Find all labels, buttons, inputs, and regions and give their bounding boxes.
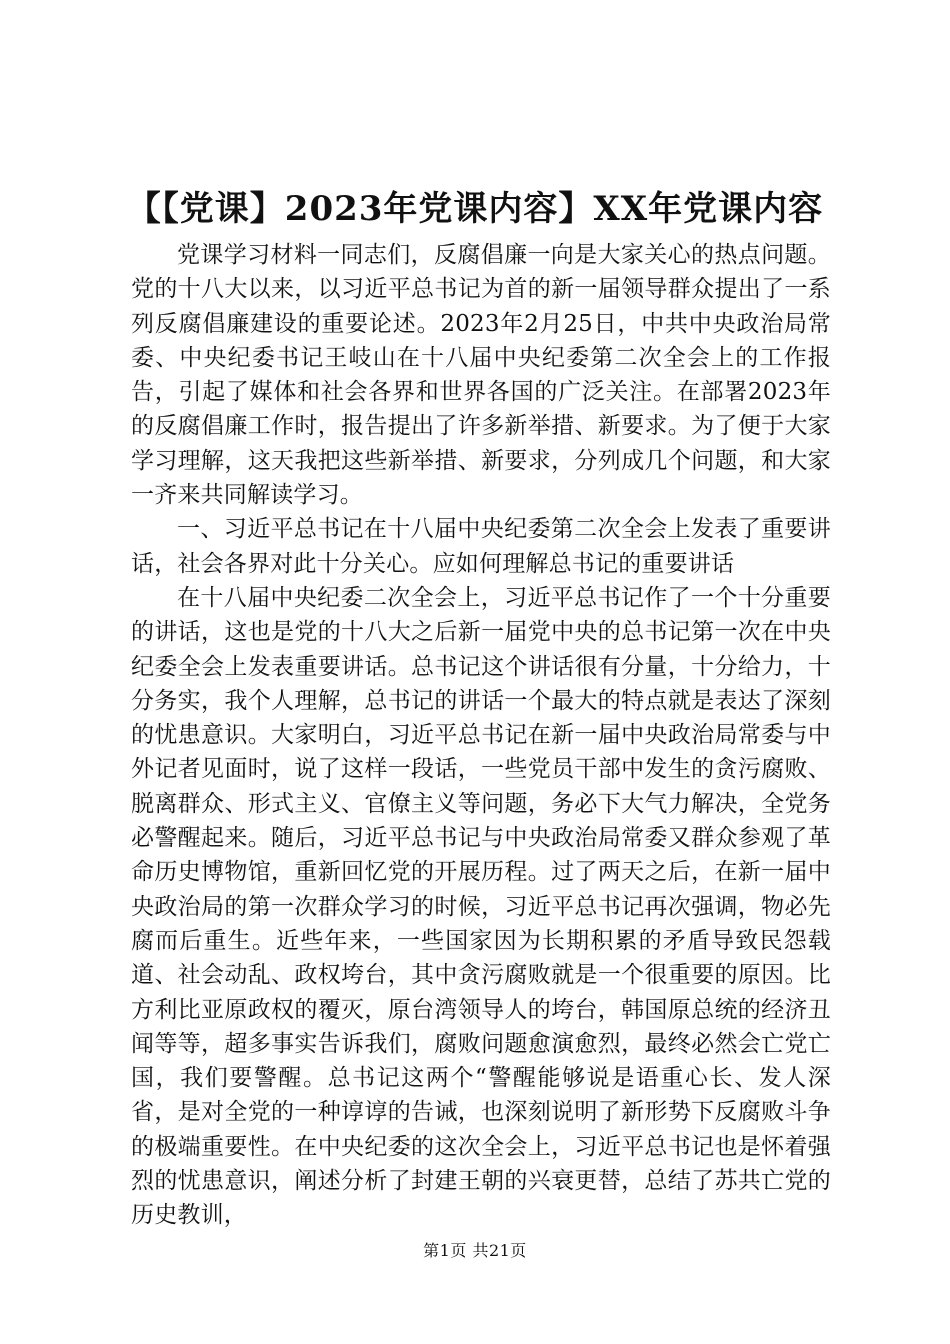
paragraph-question-one: 一、习近平总书记在十八届中央纪委第二次全会上发表了重要讲话，社会各界对此十分关心。应如何理解总书记的重要讲话 xyxy=(131,516,831,577)
page-footer: 第1页 共21页 xyxy=(423,1241,527,1260)
paragraph-intro: 党课学习材料一同志们，反腐倡廉一向是大家关心的热点问题。党的十八大以来，以习近平总书记为首的新一届领导群众提出了一系列反腐倡廉建设的重要论述。2023年2月25日，中共中央政治局常委、中央纪委书记王岐山在十八届中央纪委第二次全会上的工作报告，引起了媒体和社会各界和世界各国的广泛关注。在部署2023年的反腐倡廉工作时，报告提出了许多新举措、新要求。为了便于大家学习理解，这天我把这些新举措、新要求，分列成几个问题，和大家一齐来共同解读学习。 xyxy=(131,242,831,509)
paragraph-answer-one: 在十八届中央纪委二次全会上，习近平总书记作了一个十分重要的讲话，这也是党的十八大之后新一届党中央的总书记第一次在中央纪委全会上发表重要讲话。总书记这个讲话很有分量，十分给力，十分务实，我个人理解，总书记的讲话一个最大的特点就是表达了深刻的忧患意识。大家明白，习近平总书记在新一届中央政治局常委与中外记者见面时，说了这样一段话，一些党员干部中发生的贪污腐败、脱离群众、形式主义、官僚主义等问题，务必下大气力解决，全党务必警醒起来。随后，习近平总书记与中央政治局常委又群众参观了革命历史博物馆，重新回忆党的开展历程。过了两天之后，在新一届中央政治局的第一次群众学习的时候，习近平总书记再次强调，物必先腐而后重生。近些年来，一些国家因为长期积累的矛盾导致民怨载道、社会动乱、政权垮台，其中贪污腐败就是一个很重要的原因。比方利比亚原政权的覆灭，原台湾领导人的垮台，韩国原总统的经济丑闻等等，超多事实告诉我们，腐败问题愈演愈烈，最终必然会亡党亡国，我们要警醒。总书记这两个“警醒能够说是语重心长、发人深省，是对全党的一种谆谆的告诫，也深刻说明了新形势下反腐败斗争的极端重要性。在中央纪委的这次全会上，习近平总书记也是怀着强烈的忧患意识，阐述分析了封建王朝的兴衰更替，总结了苏共亡党的历史教训， xyxy=(131,584,831,1229)
document-title: 【【党课】2023年党课内容】XX年党课内容 xyxy=(126,189,824,229)
document-body xyxy=(131,238,831,1233)
